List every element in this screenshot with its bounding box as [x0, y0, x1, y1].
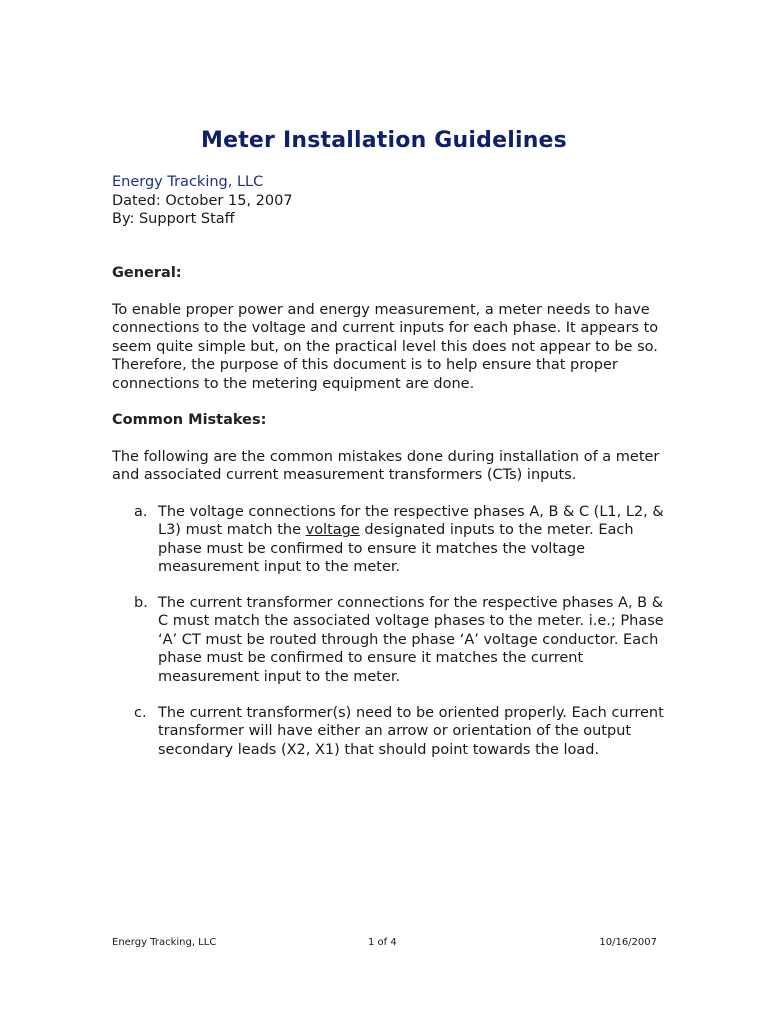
- item-text-end: designated inputs to the meter. Each phase must be confirmed to ensure it matches the voltage measurement input to the meter.: [158, 522, 634, 576]
- list-marker: b.: [134, 595, 148, 611]
- list-item-text: The current transformer connections for the respective phases A, B & C must match the associated voltage phases to the meter. i.e.; Phase ‘A’ CT must be routed through the phase ‘A’ voltage conductor. Each phase must be confirmed to ensure it matches the current measurement input to the meter.: [158, 595, 664, 685]
- footer-page-number: 1 of 4: [368, 937, 397, 948]
- page-title: Meter Installation Guidelines: [201, 128, 567, 153]
- common-mistakes-intro: The following are the common mistakes done during installation of a meter and associated current measurement transformers (CTs) inputs.: [112, 449, 660, 484]
- list-item-text: The current transformer(s) need to be oriented properly. Each current transformer will have either an arrow or orientation of the output secondary leads (X2, X1) that should point towards the load.: [158, 705, 664, 758]
- footer-date: 10/16/2007: [599, 937, 657, 948]
- list-marker: c.: [134, 705, 147, 721]
- list-item-text: [158, 503, 668, 577]
- author-line: By: Support Staff: [112, 211, 235, 227]
- general-paragraph: To enable proper power and energy measurement, a meter needs to have connections to the voltage and current inputs for each phase. It appears to seem quite simple but, on the practical level this does not appear to be so. Therefore, the purpose of this document is to help ensure that proper connections to the metering equipment are done.: [112, 302, 659, 392]
- item-text-start: The voltage connections for the respective phases A, B & C (L1, L2, & L3) must match the: [158, 504, 664, 539]
- list-marker: a.: [134, 504, 148, 520]
- company-name: Energy Tracking, LLC: [112, 174, 264, 190]
- document-meta: [112, 173, 293, 229]
- dated-line: Dated: October 15, 2007: [112, 192, 293, 209]
- footer-company: Energy Tracking, LLC: [112, 937, 217, 948]
- common-mistakes-heading: Common Mistakes:: [112, 412, 267, 428]
- general-heading: General:: [112, 265, 182, 281]
- page-footer: [112, 937, 657, 951]
- underlined-word: voltage: [305, 522, 360, 539]
